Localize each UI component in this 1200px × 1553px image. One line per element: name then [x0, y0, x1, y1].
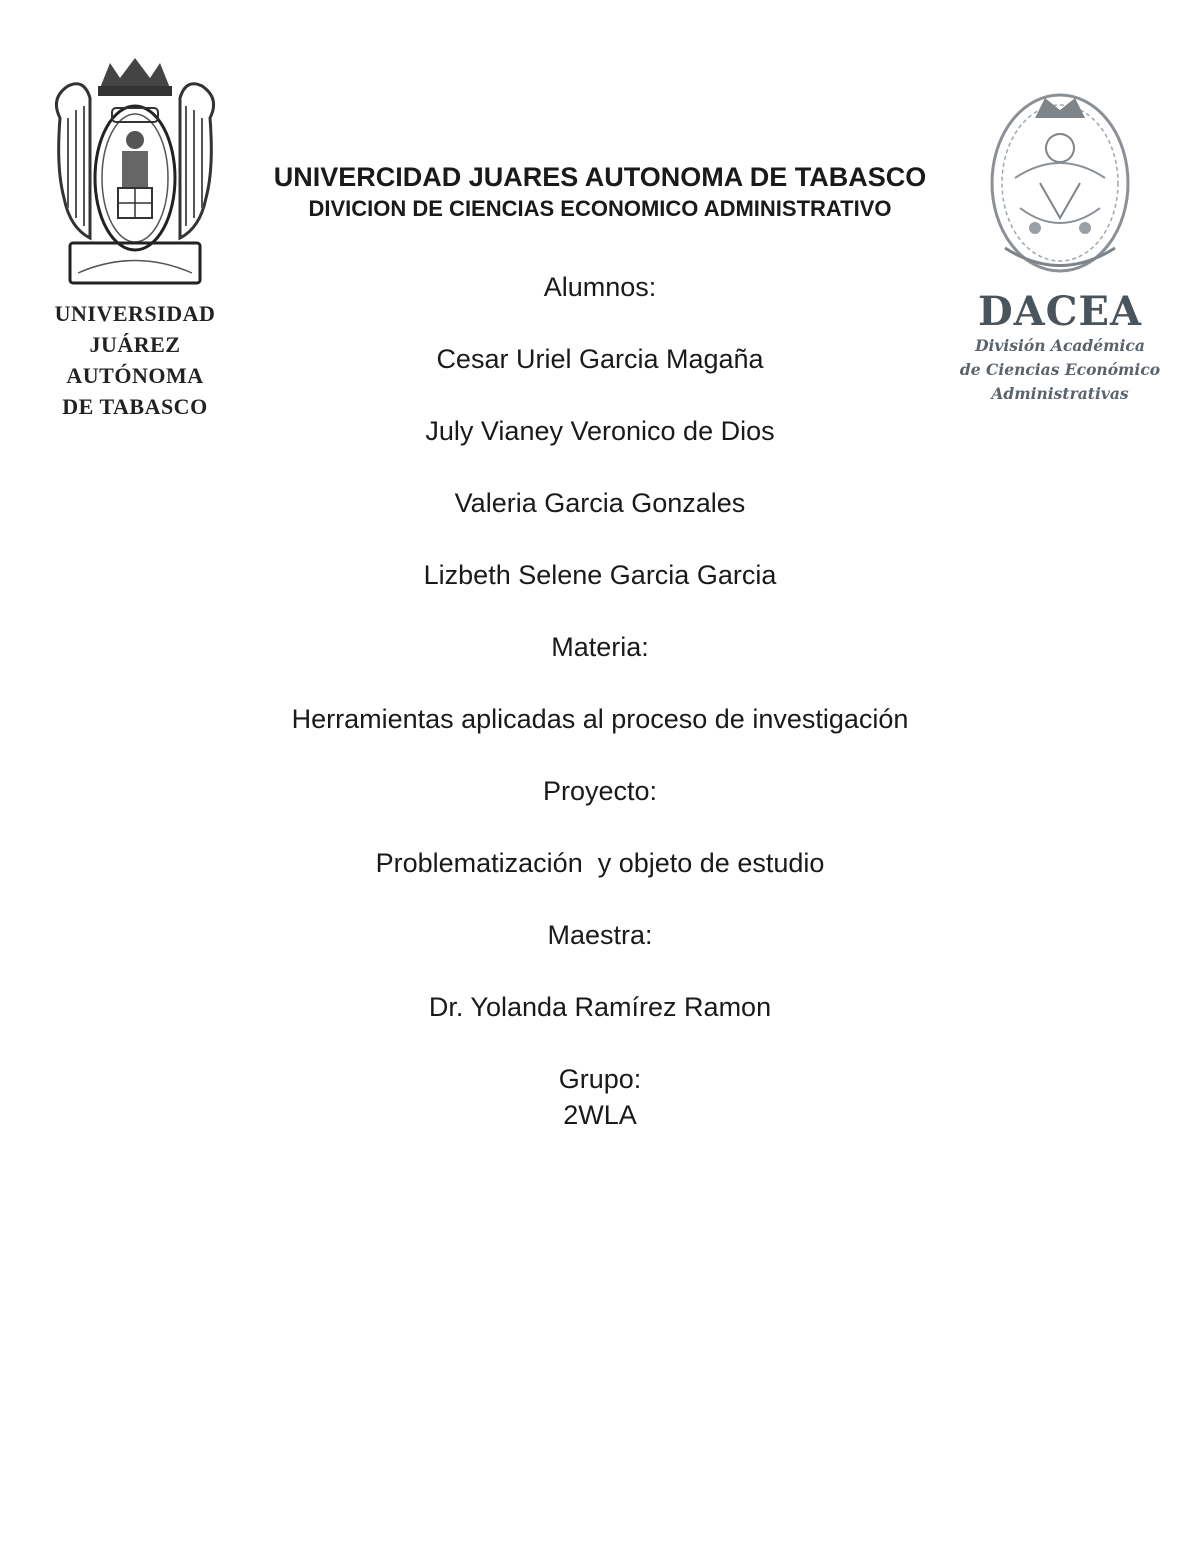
university-name-line: DE TABASCO [62, 394, 208, 419]
university-name-line: AUTÓNOMA [66, 363, 204, 388]
students-label: Alumnos: [543, 272, 657, 302]
student-name: Cesar Uriel Garcia Magaña [436, 344, 764, 374]
group-value: 2WLA [563, 1100, 637, 1130]
teacher-value: Dr. Yolanda Ramírez Ramon [428, 992, 772, 1022]
project-value: Problematización y objeto de estudio [375, 848, 825, 878]
subject-value: Herramientas aplicadas al proceso de investigación [291, 704, 909, 734]
document-header [200, 160, 1000, 224]
student-name: July Vianey Veronico de Dios [425, 416, 775, 446]
dacea-subtitle-line: División Académica [975, 336, 1145, 355]
dacea-subtitle-line: Administrativas [991, 384, 1129, 403]
project-label: Proyecto: [542, 776, 658, 806]
university-emblem-icon [50, 58, 220, 288]
dacea-wordmark: DACEA [977, 288, 1143, 335]
group-label: Grupo: [558, 1064, 642, 1094]
teacher-label: Maestra: [547, 920, 653, 950]
dacea-subtitle-line: de Ciencias Económico [959, 360, 1161, 379]
university-name-line: UNIVERSIDAD [54, 301, 216, 326]
subject-label: Materia: [551, 632, 649, 662]
dacea-seal-icon [985, 88, 1135, 278]
division-subtitle: DIVICION DE CIENCIAS ECONOMICO ADMINISTRATIVO [308, 196, 892, 221]
university-name-line: JUÁREZ [89, 332, 181, 357]
university-title: UNIVERCIDAD JUARES AUTONOMA DE TABASCO [273, 162, 927, 192]
student-name: Lizbeth Selene Garcia Garcia [423, 560, 777, 590]
cover-content [150, 268, 1050, 1132]
student-name: Valeria Garcia Gonzales [454, 488, 746, 518]
